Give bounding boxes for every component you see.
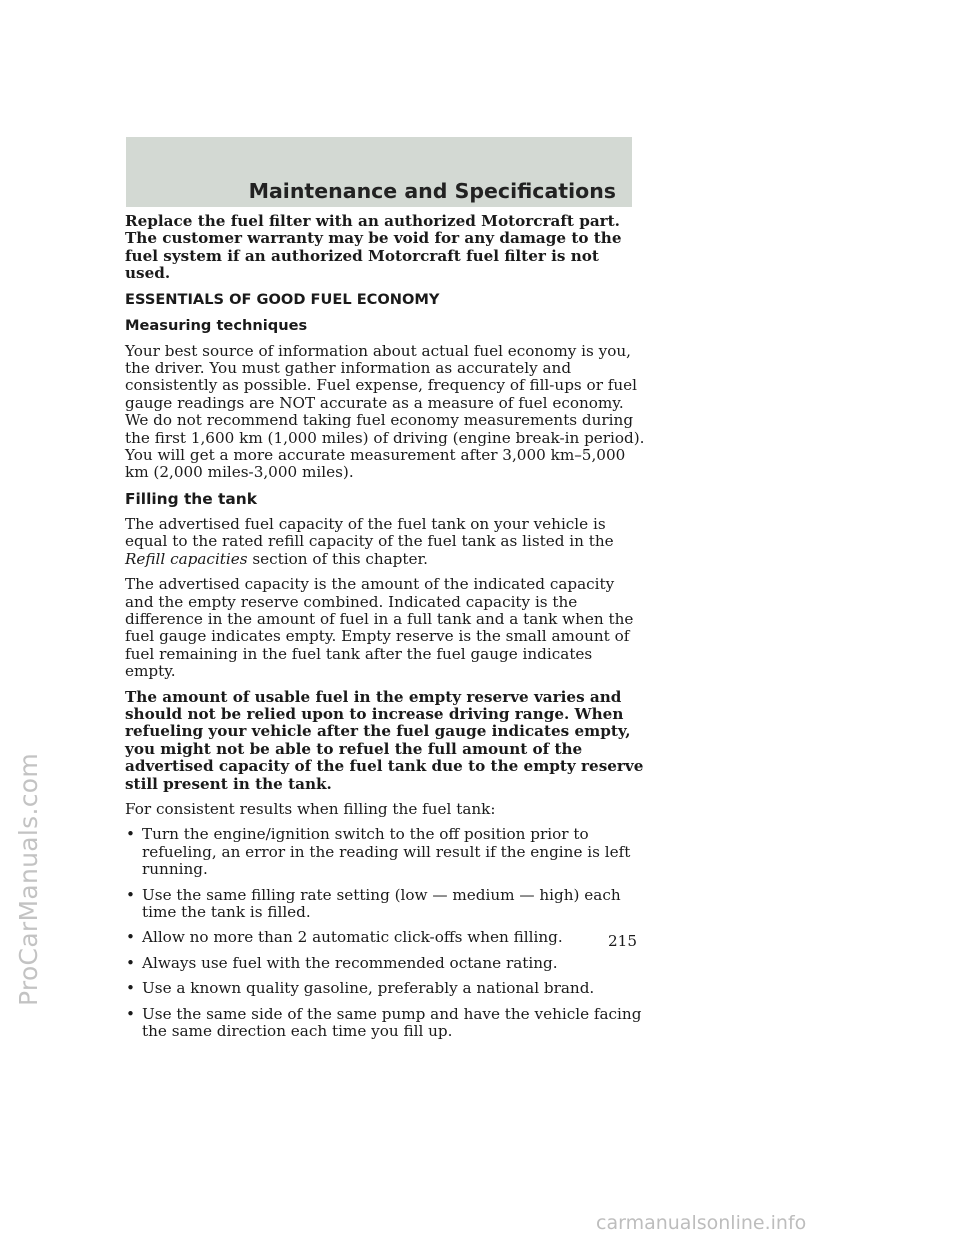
list-item	[125, 980, 645, 997]
list-item-text: Turn the engine/ignition switch to the off position prior to refueling, an error in the reading will result if the engine is left running.	[142, 825, 631, 879]
fuel-filter-warning: Replace the fuel filter with an authorized Motorcraft part. The customer warranty may be void for any damage to the fuel system if an authorized Motorcraft fuel filter is not used.	[125, 212, 622, 283]
measuring-heading: Measuring techniques	[125, 316, 308, 334]
bullet-icon: •	[126, 979, 135, 998]
filling-tips-list	[125, 826, 645, 1040]
list-item-text: Allow no more than 2 automatic click-offs when filling.	[142, 928, 563, 947]
page-header-title: Maintenance and Specifications	[248, 179, 616, 203]
list-item-text: Use the same filling rate setting (low — medium — high) each time the tank is filled.	[142, 885, 621, 921]
filling-para-1	[125, 516, 645, 568]
filling-para-2: The advertised capacity is the amount of the indicated capacity and the empty reserve combined. Indicated capacity is the difference in the amount of fuel in a full tank and a tank when the fuel gauge indicates empty. Empty reserve is the small amount of fuel remaining in the fuel tank after the fuel gauge indicates empty.	[125, 575, 634, 681]
footer-watermark: carmanualsonline.info	[596, 1212, 807, 1234]
list-item-text: Use the same side of the same pump and have the vehicle facing the same direction each time you fill up.	[142, 1004, 642, 1041]
list-item	[125, 955, 645, 972]
filling-para-1-text: The advertised fuel capacity of the fuel tank on your vehicle is equal to the rated refill capacity of the fuel tank as listed in the	[125, 514, 614, 551]
list-item-text: Use a known quality gasoline, preferably a national brand.	[142, 979, 595, 998]
bullet-icon: •	[126, 953, 135, 972]
bullet-icon: •	[126, 928, 135, 947]
page-number: 215	[608, 932, 637, 950]
filling-heading: Filling the tank	[125, 489, 257, 508]
list-item	[125, 887, 645, 922]
filling-para-1-tail: section of this chapter.	[252, 549, 428, 568]
section-heading: ESSENTIALS OF GOOD FUEL ECONOMY	[125, 290, 440, 308]
list-item	[125, 1006, 645, 1041]
list-item	[125, 826, 645, 878]
bullet-icon: •	[126, 1004, 135, 1023]
page-content	[125, 213, 645, 1048]
header-band	[126, 137, 632, 207]
list-intro: For consistent results when filling the fuel tank:	[125, 799, 496, 818]
list-item	[125, 929, 645, 946]
empty-reserve-warning: The amount of usable fuel in the empty reserve varies and should not be relied upon to increase driving range. When refueling your vehicle after the fuel gauge indicates empty, you might not be able to refuel the full amount of the advertised capacity of the fuel tank due to the empty reserve still present in the tank.	[125, 687, 644, 793]
refill-capacities-ref: Refill capacities	[125, 549, 248, 568]
bullet-icon: •	[126, 885, 135, 904]
bullet-icon: •	[126, 825, 135, 844]
measuring-body: Your best source of information about actual fuel economy is you, the driver. You must gather information as accurately and consistently as possible. Fuel expense, frequency of fill-ups or fuel gauge readings are NOT accurate as a measure of fuel economy. We do not recommend taking fuel economy measurements during the first 1,600 km (1,000 miles) of driving (engine break-in period). You will get a more accurate measurement after 3,000 km–5,000 km (2,000 miles-3,000 miles).	[125, 341, 645, 482]
list-item-text: Always use fuel with the recommended octane rating.	[142, 953, 558, 972]
side-watermark: ProCarManuals.com	[14, 752, 43, 1006]
